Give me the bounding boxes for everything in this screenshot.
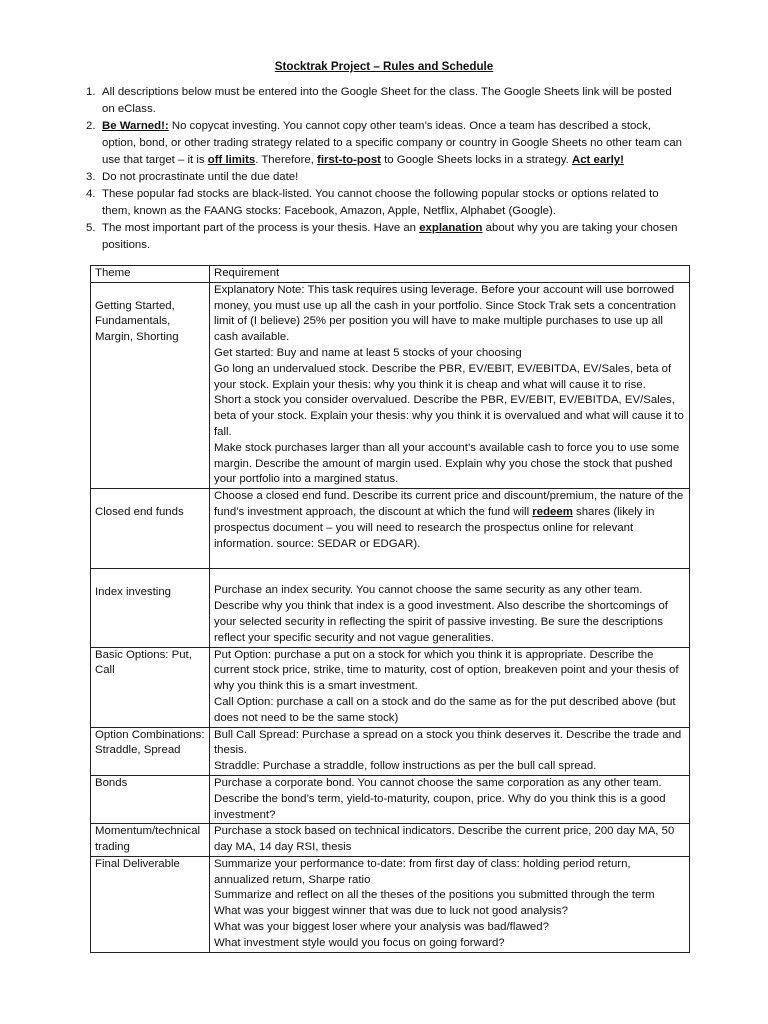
- requirement-line: [214, 888, 685, 904]
- rules-list: [86, 84, 686, 254]
- requirement-line: [214, 936, 685, 952]
- text-run: What was your biggest loser where your analysis was bad/flawed?: [214, 921, 549, 934]
- text-run: . Therefore,: [255, 154, 318, 166]
- text-run: All descriptions below must be entered into the Google Sheet for the class. The Google Sheets link will be posted on eClass.: [102, 86, 672, 115]
- rule-number: 5.: [86, 222, 96, 234]
- table-row: [91, 282, 690, 488]
- text-run: Purchase a corporate bond. You cannot choose the same corporation as any other team. Describe the bond’s term, yield-to-maturity, coupon, price. Why do you think this is a good investment?: [214, 776, 666, 821]
- requirement-line: [214, 283, 685, 346]
- requirement-line: [214, 920, 685, 936]
- text-run: Go long an undervalued stock. Describe the PBR, EV/EBIT, EV/EBITDA, EV/Sales, beta of your stock. Explain your thesis: why you think it is cheap and what will cause it to rise.: [214, 362, 672, 391]
- table-row: [91, 647, 690, 727]
- requirement-line: [214, 904, 685, 920]
- text-run: Purchase a stock based on technical indicators. Describe the current price, 200 day MA, 50 day MA, 14 day RSI, thesis: [214, 825, 675, 854]
- text-run: The most important part of the process is your thesis. Have an: [102, 222, 420, 234]
- text-run: No copycat investing. You cannot copy other team’s ideas. Once a team has described a stock, option, bond, or other trading strategy related to a specific company or country in Google Sheets no other team can use that target – it is: [102, 120, 682, 166]
- text-run: Get started: Buy and name at least 5 stocks of your choosing: [214, 346, 522, 359]
- theme-cell: [91, 775, 210, 823]
- requirement-line: [214, 776, 685, 823]
- theme-label: Basic Options: Put, Call: [95, 648, 192, 677]
- text-run: Summarize and reflect on all the theses of the positions you submitted through the term: [214, 889, 655, 902]
- rule-item: [86, 220, 686, 254]
- text-run: Make stock purchases larger than all your account’s available cash to force you to use some margin. Describe the amount of margin used. Explain why you chose the stock that pushed your portfolio into a margined status.: [214, 441, 680, 486]
- theme-cell: [91, 489, 210, 569]
- theme-cell: [91, 569, 210, 647]
- requirement-line: [214, 441, 685, 488]
- text-run: Choose a closed end fund. Describe its current price and discount/premium, the nature of the fund’s investment approach, the discount at which the fund will: [214, 490, 684, 518]
- text-run: Purchase an index security. You cannot choose the same security as any other team. Describe why you think that index is a good investment. Also describe the shortcomings of your selected security in reflecting the spirit of passive investing. Be sure the descriptions reflect your specific security and not vague generalities.: [214, 584, 668, 644]
- theme-cell: [91, 727, 210, 775]
- theme-label: Index investing: [95, 586, 171, 599]
- table-row: [91, 824, 690, 857]
- text-run: Do not procrastinate until the due date!: [102, 171, 299, 183]
- text-run: Short a stock you consider overvalued. Describe the PBR, EV/EBIT, EV/EBITDA, EV/Sales, beta of your stock. Explain your thesis: why you think it is overvalued and what will cause it to fall.: [214, 394, 684, 438]
- theme-label: Momentum/technical trading: [95, 825, 201, 854]
- theme-cell: [91, 856, 210, 952]
- text-run: Bull Call Spread: Purchase a spread on a stock you think deserves it. Describe the trade and thesis.: [214, 728, 682, 757]
- requirement-line: [214, 824, 685, 856]
- rule-item: [86, 118, 686, 169]
- theme-label: Option Combinations: Straddle, Spread: [95, 728, 205, 757]
- text-run: Call Option: purchase a call on a stock and do the same as for the put described above (but does not need to be the same stock): [214, 695, 676, 724]
- emphasis-text: explanation: [419, 222, 483, 234]
- requirement-cell: [210, 856, 690, 952]
- schedule-table: [90, 265, 690, 953]
- requirement-line: [214, 648, 685, 695]
- requirement-line: [214, 728, 685, 760]
- theme-label: Getting Started, Fundamentals, Margin, Shorting: [95, 299, 179, 344]
- table-row: [91, 856, 690, 952]
- rule-number: 4.: [86, 188, 96, 200]
- requirement-line: [214, 393, 685, 440]
- table-row: [91, 727, 690, 775]
- theme-label: Final Deliverable: [95, 857, 180, 870]
- rule-item: [86, 169, 686, 186]
- requirement-line: [214, 489, 685, 552]
- requirement-cell: [210, 282, 690, 488]
- text-run: to Google Sheets locks in a strategy.: [380, 154, 572, 166]
- text-run: Summarize your performance to-date: from first day of class: holding period return, annualized return, Sharpe ratio: [214, 857, 631, 886]
- emphasis-text: off limits: [207, 154, 256, 166]
- header-requirement: Requirement: [210, 266, 690, 283]
- rule-item: [86, 84, 686, 118]
- emphasis-text: first-to-post: [317, 154, 381, 166]
- emphasis-text: Be Warned!:: [102, 120, 169, 132]
- header-theme: Theme: [91, 266, 210, 283]
- rule-item: [86, 186, 686, 220]
- theme-label: Closed end funds: [95, 505, 184, 518]
- text-run: about why you are taking your chosen positions.: [102, 222, 678, 251]
- table-row: [91, 489, 690, 569]
- emphasis-text: redeem: [532, 505, 573, 518]
- requirement-cell: [210, 647, 690, 727]
- requirement-cell: [210, 775, 690, 823]
- requirement-line: [214, 695, 685, 727]
- text-run: What investment style would you focus on going forward?: [214, 936, 505, 949]
- theme-cell: [91, 824, 210, 857]
- theme-cell: [91, 647, 210, 727]
- rule-number: 1.: [86, 86, 96, 98]
- table-row: [91, 569, 690, 647]
- requirement-line: [214, 362, 685, 394]
- requirement-line: [214, 857, 685, 889]
- rule-number: 3.: [86, 171, 96, 183]
- rule-number: 2.: [86, 120, 96, 132]
- text-run: shares (likely in prospectus document – you will need to research the prospectus online for relevant information. source: SEDAR or EDGAR).: [214, 505, 655, 550]
- page-title: Stocktrak Project – Rules and Schedule: [274, 60, 494, 73]
- theme-cell: [91, 282, 210, 488]
- requirement-cell: [210, 727, 690, 775]
- text-run: Explanatory Note: This task requires using leverage. Before your account will use borrowed money, you must use up all the cash in your portfolio. Since Stock Trak sets a concentration limit of (I believe) 25% per position you will have to make multiple purchases to use up all cash available.: [214, 283, 676, 344]
- requirement-cell: [210, 569, 690, 647]
- text-run: Straddle: Purchase a straddle, follow instructions as per the bull call spread.: [214, 760, 597, 773]
- requirement-line: [214, 759, 685, 775]
- table-header-row: [91, 266, 690, 283]
- text-run: What was your biggest winner that was due to luck not good analysis?: [214, 905, 568, 918]
- requirement-line: [214, 583, 685, 646]
- requirement-cell: [210, 824, 690, 857]
- requirement-cell: [210, 489, 690, 569]
- table-body: [91, 282, 690, 952]
- theme-label: Bonds: [95, 776, 128, 789]
- table-row: [91, 775, 690, 823]
- requirement-line: [214, 346, 685, 362]
- text-run: Put Option: purchase a put on a stock for which you think it is appropriate. Describe the current stock price, strike, time to maturity, cost of option, breakeven point and your thesis of why you think this is a smart investment.: [214, 648, 679, 693]
- emphasis-text: Act early!: [571, 154, 624, 166]
- text-run: These popular fad stocks are black-listed. You cannot choose the following popular stocks or options related to them, known as the FAANG stocks: Facebook, Amazon, Apple, Netflix, Alphabet (Google).: [102, 188, 659, 217]
